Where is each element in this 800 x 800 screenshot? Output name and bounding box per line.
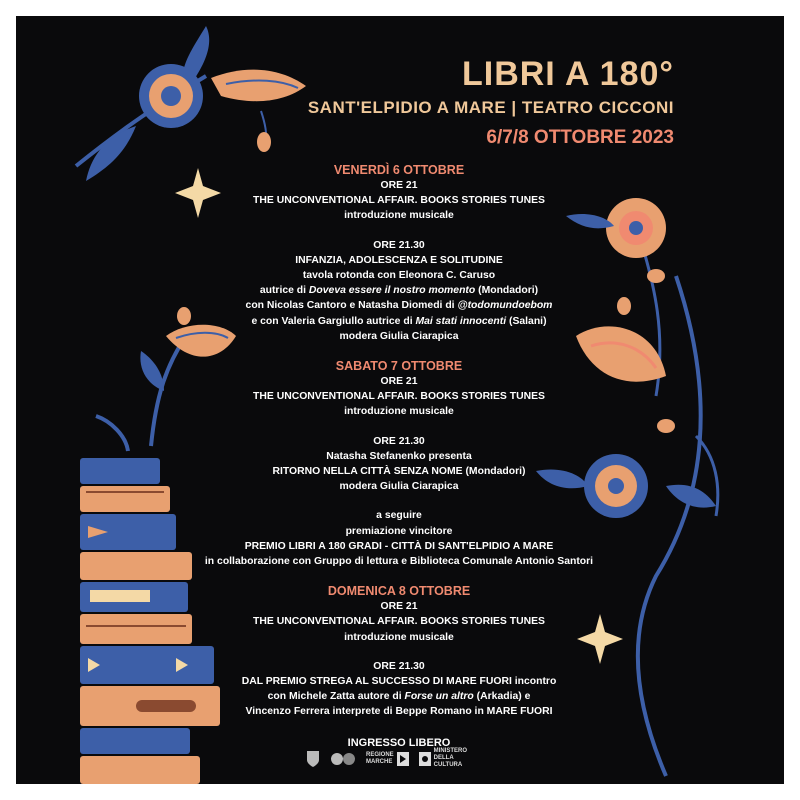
event-title: RITORNO NELLA CITTÀ SENZA NOME (Mondadori) <box>272 466 526 478</box>
regione-marche-logo: REGIONE MARCHE <box>366 752 409 766</box>
event-line: Vincenzo Ferrera interprete di Beppe Romano in MARE FUORI <box>245 706 553 718</box>
regione-marche-icon <box>397 752 409 766</box>
event-description: introduzione musicale <box>344 631 454 643</box>
social-handle: @todomundoebom <box>457 300 553 312</box>
event-description: introduzione musicale <box>344 406 454 418</box>
book-title: Forse un altro <box>404 691 474 703</box>
event-title: DAL PREMIO STREGA AL SUCCESSO DI MARE FUORI incontro <box>241 676 557 688</box>
event-time: ORE 21.30 <box>373 435 425 447</box>
program <box>164 162 634 751</box>
event-time: ORE 21 <box>380 376 418 388</box>
ministero-cultura-icon <box>419 752 431 766</box>
book-title: Mai stati innocenti <box>415 315 507 327</box>
book-title: Doveva essere il nostro momento <box>308 285 476 297</box>
event-time: ORE 21 <box>380 180 418 191</box>
event-time: ORE 21.30 <box>373 660 425 672</box>
festival-logo-icon <box>330 752 356 766</box>
event-line: modera Giulia Ciarapica <box>339 330 459 342</box>
event-title: THE UNCONVENTIONAL AFFAIR. BOOKS STORIES TUNES <box>253 616 545 628</box>
event-line: Natasha Stefanenko presenta <box>326 450 472 462</box>
poster <box>16 16 784 784</box>
event-line: con Michele Zatta autore di Forse un altro (Arkadia) e <box>267 691 531 703</box>
event-line: autrice di Doveva essere il nostro momento (Mondadori) <box>259 285 539 297</box>
event-line: tavola rotonda con Eleonora C. Caruso <box>302 270 496 282</box>
event-title: THE UNCONVENTIONAL AFFAIR. BOOKS STORIES TUNES <box>253 391 545 403</box>
event-line: premiazione vincitore <box>345 525 453 537</box>
event-line: modera Giulia Ciarapica <box>339 481 459 493</box>
poster-subtitle: SANT'ELPIDIO A MARE | TEATRO CICCONI <box>307 98 674 117</box>
event-line: in collaborazione con Gruppo di lettura e Biblioteca Comunale Antonio Santori <box>204 556 594 568</box>
sponsor-logos <box>306 748 467 769</box>
ministero-cultura-logo: MINISTERO DELLA CULTURA <box>419 748 467 769</box>
day-heading: SABATO 7 OTTOBRE <box>335 359 463 374</box>
event-line: a seguire <box>376 510 422 522</box>
free-entry-notice: INGRESSO LIBERO <box>347 736 451 749</box>
event-title: INFANZIA, ADOLESCENZA E SOLITUDINE <box>295 254 503 266</box>
top-left-flower <box>76 26 306 181</box>
event-line: e con Valeria Gargiullo autrice di Mai stati innocenti (Salani) <box>251 315 547 327</box>
event-time: ORE 21.30 <box>373 239 425 251</box>
event-title: THE UNCONVENTIONAL AFFAIR. BOOKS STORIES TUNES <box>253 195 545 207</box>
event-time: ORE 21 <box>380 601 418 613</box>
event-line: con Nicolas Cantoro e Natasha Diomedi di @todomundoebom <box>245 300 553 312</box>
poster-dates: 6/7/8 OTTOBRE 2023 <box>486 127 674 148</box>
event-description: introduzione musicale <box>344 210 454 222</box>
event-title: PREMIO LIBRI A 180 GRADI - CITTÀ DI SANT'ELPIDIO A MARE <box>244 540 554 552</box>
header <box>308 54 674 152</box>
day-heading: DOMENICA 8 OTTOBRE <box>327 584 471 599</box>
poster-title: LIBRI A 180° <box>461 55 674 93</box>
comune-crest-icon <box>306 750 320 768</box>
day-heading: VENERDÌ 6 OTTOBRE <box>333 163 465 177</box>
